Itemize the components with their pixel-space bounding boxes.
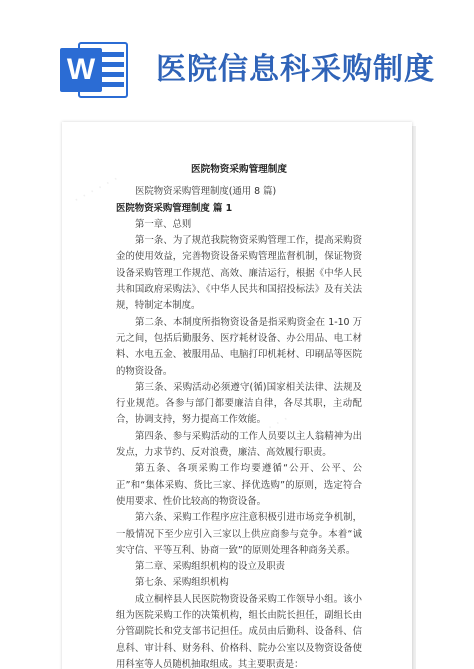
word-icon-letter: W — [60, 48, 102, 92]
document-title: 医院物资采购管理制度 — [191, 164, 287, 175]
paragraph: 第三条、采购活动必须遵守(循)国家相关法律、法规及行业规范。各参与部门都要廉洁自律，各尽其职，主动配合，协调支持，努力提高工作效能。 — [116, 381, 362, 426]
paragraph: 第一章、总则 — [135, 218, 192, 230]
paragraph: 第四条、参与采购活动的工作人员要以主人翁精神为出发点，力求节约、反对浪费，廉洁、高效履行职责。 — [116, 430, 362, 459]
paragraph: 第五条、各项采购工作均要遵循“公开、公平、公正”和“集体采购、货比三家、择优选购”的原则，选定符合使用要求、性价比较高的物资设备。 — [116, 463, 362, 507]
document-page — [62, 122, 412, 669]
paragraph: 第二章、采购组织机构的设立及职责 — [135, 561, 286, 573]
document-body — [116, 162, 362, 669]
word-icon — [60, 42, 134, 98]
paragraph: 成立桐梓县人民医院物资设备采购工作领导小组。该小组为医院采购工作的决策机构，组长由院长担任，副组长由分管副院长和党支部书记担任。成员由后勤科、设备科、信息科、审计科、财务科、价格科、院办公室以及物资设备使用科室等人员随机抽取组成。其主要职责是： — [116, 593, 362, 669]
banner — [0, 0, 474, 100]
word-icon-line — [102, 62, 124, 67]
watermark: · · · · · · — [71, 171, 122, 209]
paragraph: 第二条、本制度所指物资设备是指采购资金在 1-10 万元之间，包括后勤服务、医疗耗材设备、办公用品、电工材料、水电五金、被服用品、电脑打印机耗材、印刷品等医院的物资设备。 — [116, 316, 362, 377]
section-heading: 医院物资采购管理制度 篇 1 — [116, 202, 233, 214]
paragraph: 第六条、采购工作程序应注意积极引进市场竞争机制，一般情况下至少应引入三家以上供应商参与竞争。本着“诚实守信、平等互利、协商一致”的原则处理各种商务关系。 — [116, 512, 362, 556]
word-icon-line — [102, 72, 124, 77]
paragraph: 第七条、采购组织机构 — [135, 577, 229, 589]
paragraph: 医院物资采购管理制度(通用 8 篇) — [135, 186, 277, 198]
paragraph-list — [116, 184, 362, 669]
paragraph: 第一条、为了规范我院物资采购管理工作，提高采购资金的使用效益，完善物资设备采购管理监督机制，保证物资设备采购管理工作规范、高效、廉洁运行，根据《中华人民共和国政府采购法》、《中华人民共和国招投标法》及有关法规，特制定本制度。 — [116, 235, 362, 312]
banner-title: 医院信息科采购制度 — [156, 52, 435, 87]
word-icon-line — [102, 82, 124, 87]
word-icon-line — [102, 52, 124, 57]
watermark: · · · · · · — [241, 411, 292, 449]
